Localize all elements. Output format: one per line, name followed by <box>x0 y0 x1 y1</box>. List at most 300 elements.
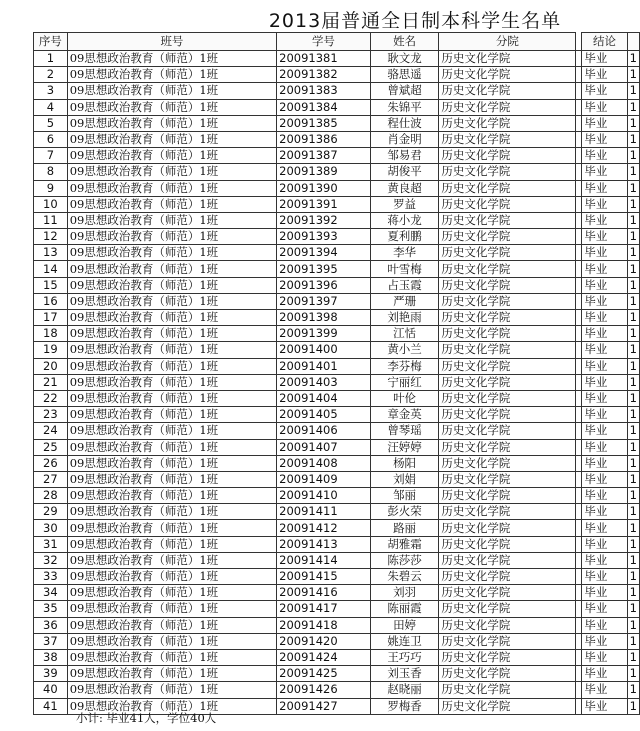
student-name-cell: 江恬 <box>370 326 439 342</box>
seq-cell: 10 <box>34 196 68 212</box>
extra-cell: 1 <box>627 666 639 682</box>
seq-cell: 22 <box>34 390 68 406</box>
seq-cell: 28 <box>34 488 68 504</box>
student-id-cell: 20091411 <box>277 504 371 520</box>
dept-cell: 历史文化学院 <box>439 682 576 698</box>
result-cell: 毕业 <box>582 261 627 277</box>
student-id-cell: 20091414 <box>277 552 371 568</box>
extra-cell: 1 <box>627 229 639 245</box>
seq-cell: 12 <box>34 229 68 245</box>
student-name-cell: 姚连卫 <box>370 633 439 649</box>
result-cell: 毕业 <box>582 666 627 682</box>
dept-cell: 历史文化学院 <box>439 277 576 293</box>
dept-cell: 历史文化学院 <box>439 51 576 67</box>
result-cell: 毕业 <box>582 471 627 487</box>
student-id-cell: 20091424 <box>277 649 371 665</box>
extra-cell: 1 <box>627 601 639 617</box>
class-cell: 09思想政治教育（师范）1班 <box>67 504 276 520</box>
student-id-cell: 20091405 <box>277 407 371 423</box>
dept-cell: 历史文化学院 <box>439 585 576 601</box>
student-name-cell: 陈丽霞 <box>370 601 439 617</box>
dept-cell: 历史文化学院 <box>439 552 576 568</box>
student-name-cell: 宁丽红 <box>370 374 439 390</box>
dept-cell: 历史文化学院 <box>439 374 576 390</box>
class-cell: 09思想政治教育（师范）1班 <box>67 698 276 714</box>
class-cell: 09思想政治教育（师范）1班 <box>67 617 276 633</box>
result-cell: 毕业 <box>582 407 627 423</box>
student-name-cell: 李芬梅 <box>370 358 439 374</box>
seq-cell: 35 <box>34 601 68 617</box>
student-name-cell: 路丽 <box>370 520 439 536</box>
result-cell: 毕业 <box>582 439 627 455</box>
table-row <box>34 342 640 358</box>
student-id-cell: 20091412 <box>277 520 371 536</box>
seq-cell: 6 <box>34 131 68 147</box>
result-cell: 毕业 <box>582 164 627 180</box>
extra-cell: 1 <box>627 326 639 342</box>
class-cell: 09思想政治教育（师范）1班 <box>67 455 276 471</box>
seq-cell: 33 <box>34 569 68 585</box>
student-id-cell: 20091394 <box>277 245 371 261</box>
extra-cell: 1 <box>627 471 639 487</box>
class-cell: 09思想政治教育（师范）1班 <box>67 51 276 67</box>
result-cell: 毕业 <box>582 617 627 633</box>
extra-cell: 1 <box>627 358 639 374</box>
extra-cell: 1 <box>627 51 639 67</box>
extra-cell: 1 <box>627 180 639 196</box>
result-cell: 毕业 <box>582 326 627 342</box>
result-cell: 毕业 <box>582 569 627 585</box>
student-id-cell: 20091406 <box>277 423 371 439</box>
extra-cell: 1 <box>627 196 639 212</box>
student-id-cell: 20091386 <box>277 131 371 147</box>
seq-cell: 16 <box>34 293 68 309</box>
student-name-cell: 蒋小龙 <box>370 212 439 228</box>
table-row <box>34 358 640 374</box>
table-row <box>34 617 640 633</box>
student-name-cell: 黄小兰 <box>370 342 439 358</box>
class-cell: 09思想政治教育（师范）1班 <box>67 99 276 115</box>
table-row <box>34 326 640 342</box>
dept-cell: 历史文化学院 <box>439 99 576 115</box>
table-row <box>34 229 640 245</box>
table-row <box>34 520 640 536</box>
header-name: 姓名 <box>370 33 439 51</box>
document-title: 2013届普通全日制本科学生名单 <box>268 10 562 32</box>
student-name-cell: 程仕波 <box>370 115 439 131</box>
seq-cell: 20 <box>34 358 68 374</box>
extra-cell: 1 <box>627 617 639 633</box>
result-cell: 毕业 <box>582 601 627 617</box>
class-cell: 09思想政治教育（师范）1班 <box>67 229 276 245</box>
student-name-cell: 耿文龙 <box>370 51 439 67</box>
dept-cell: 历史文化学院 <box>439 407 576 423</box>
extra-cell: 1 <box>627 310 639 326</box>
extra-cell: 1 <box>627 455 639 471</box>
result-cell: 毕业 <box>582 342 627 358</box>
dept-cell: 历史文化学院 <box>439 698 576 714</box>
student-name-cell: 刘娟 <box>370 471 439 487</box>
dept-cell: 历史文化学院 <box>439 649 576 665</box>
seq-cell: 37 <box>34 633 68 649</box>
seq-cell: 4 <box>34 99 68 115</box>
extra-cell: 1 <box>627 649 639 665</box>
seq-cell: 8 <box>34 164 68 180</box>
seq-cell: 31 <box>34 536 68 552</box>
dept-cell: 历史文化学院 <box>439 245 576 261</box>
student-id-cell: 20091416 <box>277 585 371 601</box>
student-id-cell: 20091398 <box>277 310 371 326</box>
extra-cell: 1 <box>627 115 639 131</box>
class-cell: 09思想政治教育（师范）1班 <box>67 601 276 617</box>
result-cell: 毕业 <box>582 455 627 471</box>
result-cell: 毕业 <box>582 520 627 536</box>
result-cell: 毕业 <box>582 131 627 147</box>
table-body <box>34 51 640 715</box>
student-name-cell: 朱碧云 <box>370 569 439 585</box>
student-id-cell: 20091396 <box>277 277 371 293</box>
table-row <box>34 51 640 67</box>
table-row <box>34 67 640 83</box>
student-id-cell: 20091399 <box>277 326 371 342</box>
class-cell: 09思想政治教育（师范）1班 <box>67 569 276 585</box>
student-name-cell: 刘羽 <box>370 585 439 601</box>
student-name-cell: 叶伦 <box>370 390 439 406</box>
dept-cell: 历史文化学院 <box>439 633 576 649</box>
table-row <box>34 649 640 665</box>
dept-cell: 历史文化学院 <box>439 148 576 164</box>
student-id-cell: 20091390 <box>277 180 371 196</box>
table-header-row <box>34 33 640 51</box>
seq-cell: 38 <box>34 649 68 665</box>
table-row <box>34 180 640 196</box>
student-id-cell: 20091391 <box>277 196 371 212</box>
class-cell: 09思想政治教育（师范）1班 <box>67 212 276 228</box>
student-id-cell: 20091407 <box>277 439 371 455</box>
student-name-cell: 罗梅香 <box>370 698 439 714</box>
student-id-cell: 20091426 <box>277 682 371 698</box>
student-id-cell: 20091418 <box>277 617 371 633</box>
student-name-cell: 田婷 <box>370 617 439 633</box>
class-cell: 09思想政治教育（师范）1班 <box>67 552 276 568</box>
seq-cell: 15 <box>34 277 68 293</box>
table-row <box>34 390 640 406</box>
table-row <box>34 131 640 147</box>
table-row <box>34 407 640 423</box>
extra-cell: 1 <box>627 536 639 552</box>
seq-cell: 40 <box>34 682 68 698</box>
student-id-cell: 20091427 <box>277 698 371 714</box>
result-cell: 毕业 <box>582 552 627 568</box>
dept-cell: 历史文化学院 <box>439 520 576 536</box>
result-cell: 毕业 <box>582 633 627 649</box>
student-id-cell: 20091397 <box>277 293 371 309</box>
seq-cell: 14 <box>34 261 68 277</box>
student-id-cell: 20091420 <box>277 633 371 649</box>
result-cell: 毕业 <box>582 390 627 406</box>
table-row <box>34 261 640 277</box>
student-name-cell: 夏利鹏 <box>370 229 439 245</box>
dept-cell: 历史文化学院 <box>439 326 576 342</box>
table-row <box>34 666 640 682</box>
seq-cell: 17 <box>34 310 68 326</box>
student-id-cell: 20091389 <box>277 164 371 180</box>
result-cell: 毕业 <box>582 148 627 164</box>
dept-cell: 历史文化学院 <box>439 488 576 504</box>
table-row <box>34 245 640 261</box>
seq-cell: 29 <box>34 504 68 520</box>
class-cell: 09思想政治教育（师范）1班 <box>67 666 276 682</box>
class-cell: 09思想政治教育（师范）1班 <box>67 536 276 552</box>
extra-cell: 1 <box>627 633 639 649</box>
dept-cell: 历史文化学院 <box>439 504 576 520</box>
seq-cell: 5 <box>34 115 68 131</box>
header-seq: 序号 <box>34 33 68 51</box>
student-name-cell: 杨阳 <box>370 455 439 471</box>
table-row <box>34 374 640 390</box>
seq-cell: 41 <box>34 698 68 714</box>
header-result: 结论 <box>582 33 627 51</box>
result-cell: 毕业 <box>582 585 627 601</box>
dept-cell: 历史文化学院 <box>439 358 576 374</box>
class-cell: 09思想政治教育（师范）1班 <box>67 83 276 99</box>
table-row <box>34 633 640 649</box>
class-cell: 09思想政治教育（师范）1班 <box>67 585 276 601</box>
table-row <box>34 83 640 99</box>
dept-cell: 历史文化学院 <box>439 131 576 147</box>
result-cell: 毕业 <box>582 310 627 326</box>
result-cell: 毕业 <box>582 536 627 552</box>
student-name-cell: 肖金明 <box>370 131 439 147</box>
extra-cell: 1 <box>627 245 639 261</box>
seq-cell: 19 <box>34 342 68 358</box>
class-cell: 09思想政治教育（师范）1班 <box>67 520 276 536</box>
seq-cell: 18 <box>34 326 68 342</box>
result-cell: 毕业 <box>582 649 627 665</box>
student-name-cell: 彭火荣 <box>370 504 439 520</box>
table-row <box>34 488 640 504</box>
student-name-cell: 章金英 <box>370 407 439 423</box>
extra-cell: 1 <box>627 698 639 714</box>
dept-cell: 历史文化学院 <box>439 569 576 585</box>
student-id-cell: 20091382 <box>277 67 371 83</box>
extra-cell: 1 <box>627 164 639 180</box>
seq-cell: 1 <box>34 51 68 67</box>
student-name-cell: 邹丽 <box>370 488 439 504</box>
result-cell: 毕业 <box>582 682 627 698</box>
result-cell: 毕业 <box>582 180 627 196</box>
table-row <box>34 536 640 552</box>
extra-cell: 1 <box>627 569 639 585</box>
student-id-cell: 20091413 <box>277 536 371 552</box>
table-row <box>34 471 640 487</box>
class-cell: 09思想政治教育（师范）1班 <box>67 293 276 309</box>
table-row <box>34 310 640 326</box>
dept-cell: 历史文化学院 <box>439 229 576 245</box>
table-row <box>34 293 640 309</box>
extra-cell: 1 <box>627 212 639 228</box>
result-cell: 毕业 <box>582 293 627 309</box>
dept-cell: 历史文化学院 <box>439 439 576 455</box>
student-name-cell: 刘艳雨 <box>370 310 439 326</box>
class-cell: 09思想政治教育（师范）1班 <box>67 277 276 293</box>
extra-cell: 1 <box>627 374 639 390</box>
dept-cell: 历史文化学院 <box>439 83 576 99</box>
class-cell: 09思想政治教育（师范）1班 <box>67 633 276 649</box>
table-row <box>34 585 640 601</box>
student-id-cell: 20091381 <box>277 51 371 67</box>
result-cell: 毕业 <box>582 212 627 228</box>
student-id-cell: 20091393 <box>277 229 371 245</box>
dept-cell: 历史文化学院 <box>439 342 576 358</box>
extra-cell: 1 <box>627 131 639 147</box>
class-cell: 09思想政治教育（师范）1班 <box>67 390 276 406</box>
dept-cell: 历史文化学院 <box>439 617 576 633</box>
dept-cell: 历史文化学院 <box>439 310 576 326</box>
student-name-cell: 占玉霞 <box>370 277 439 293</box>
result-cell: 毕业 <box>582 504 627 520</box>
extra-cell: 1 <box>627 552 639 568</box>
student-name-cell: 陈莎莎 <box>370 552 439 568</box>
student-name-cell: 胡俊平 <box>370 164 439 180</box>
class-cell: 09思想政治教育（师范）1班 <box>67 471 276 487</box>
table-row <box>34 601 640 617</box>
student-name-cell: 严珊 <box>370 293 439 309</box>
subtotal-note: 小计: 毕业41人，学位40人 <box>76 711 217 725</box>
dept-cell: 历史文化学院 <box>439 115 576 131</box>
result-cell: 毕业 <box>582 51 627 67</box>
extra-cell: 1 <box>627 439 639 455</box>
seq-cell: 27 <box>34 471 68 487</box>
class-cell: 09思想政治教育（师范）1班 <box>67 67 276 83</box>
dept-cell: 历史文化学院 <box>439 390 576 406</box>
class-cell: 09思想政治教育（师范）1班 <box>67 164 276 180</box>
student-id-cell: 20091387 <box>277 148 371 164</box>
result-cell: 毕业 <box>582 115 627 131</box>
student-name-cell: 罗益 <box>370 196 439 212</box>
student-id-cell: 20091417 <box>277 601 371 617</box>
extra-cell: 1 <box>627 261 639 277</box>
class-cell: 09思想政治教育（师范）1班 <box>67 115 276 131</box>
dept-cell: 历史文化学院 <box>439 180 576 196</box>
student-name-cell: 赵晓丽 <box>370 682 439 698</box>
result-cell: 毕业 <box>582 277 627 293</box>
extra-cell: 1 <box>627 342 639 358</box>
dept-cell: 历史文化学院 <box>439 67 576 83</box>
dept-cell: 历史文化学院 <box>439 455 576 471</box>
class-cell: 09思想政治教育（师范）1班 <box>67 423 276 439</box>
dept-cell: 历史文化学院 <box>439 196 576 212</box>
extra-cell: 1 <box>627 277 639 293</box>
student-id-cell: 20091395 <box>277 261 371 277</box>
extra-cell: 1 <box>627 504 639 520</box>
seq-cell: 36 <box>34 617 68 633</box>
dept-cell: 历史文化学院 <box>439 666 576 682</box>
class-cell: 09思想政治教育（师范）1班 <box>67 358 276 374</box>
student-name-cell: 曾琴瑶 <box>370 423 439 439</box>
seq-cell: 32 <box>34 552 68 568</box>
seq-cell: 39 <box>34 666 68 682</box>
class-cell: 09思想政治教育（师范）1班 <box>67 261 276 277</box>
extra-cell: 1 <box>627 585 639 601</box>
header-extra <box>627 33 639 51</box>
student-id-cell: 20091384 <box>277 99 371 115</box>
dept-cell: 历史文化学院 <box>439 471 576 487</box>
result-cell: 毕业 <box>582 196 627 212</box>
result-cell: 毕业 <box>582 698 627 714</box>
dept-cell: 历史文化学院 <box>439 212 576 228</box>
table-row <box>34 148 640 164</box>
seq-cell: 7 <box>34 148 68 164</box>
student-id-cell: 20091392 <box>277 212 371 228</box>
seq-cell: 13 <box>34 245 68 261</box>
dept-cell: 历史文化学院 <box>439 261 576 277</box>
seq-cell: 25 <box>34 439 68 455</box>
student-id-cell: 20091385 <box>277 115 371 131</box>
student-id-cell: 20091404 <box>277 390 371 406</box>
class-cell: 09思想政治教育（师范）1班 <box>67 245 276 261</box>
dept-cell: 历史文化学院 <box>439 536 576 552</box>
class-cell: 09思想政治教育（师范）1班 <box>67 439 276 455</box>
student-name-cell: 李华 <box>370 245 439 261</box>
extra-cell: 1 <box>627 83 639 99</box>
class-cell: 09思想政治教育（师范）1班 <box>67 374 276 390</box>
student-name-cell: 曾斌超 <box>370 83 439 99</box>
result-cell: 毕业 <box>582 229 627 245</box>
class-cell: 09思想政治教育（师范）1班 <box>67 148 276 164</box>
result-cell: 毕业 <box>582 67 627 83</box>
extra-cell: 1 <box>627 99 639 115</box>
table-row <box>34 455 640 471</box>
table-row <box>34 99 640 115</box>
student-id-cell: 20091425 <box>277 666 371 682</box>
student-id-cell: 20091415 <box>277 569 371 585</box>
class-cell: 09思想政治教育（师范）1班 <box>67 180 276 196</box>
dept-cell: 历史文化学院 <box>439 164 576 180</box>
table-row <box>34 682 640 698</box>
extra-cell: 1 <box>627 148 639 164</box>
table-row <box>34 423 640 439</box>
table-row <box>34 164 640 180</box>
class-cell: 09思想政治教育（师范）1班 <box>67 649 276 665</box>
extra-cell: 1 <box>627 682 639 698</box>
student-id-cell: 20091410 <box>277 488 371 504</box>
table-row <box>34 115 640 131</box>
student-id-cell: 20091383 <box>277 83 371 99</box>
table-row <box>34 569 640 585</box>
student-name-cell: 邹易君 <box>370 148 439 164</box>
table-row <box>34 504 640 520</box>
seq-cell: 26 <box>34 455 68 471</box>
student-name-cell: 叶雪梅 <box>370 261 439 277</box>
result-cell: 毕业 <box>582 245 627 261</box>
class-cell: 09思想政治教育（师范）1班 <box>67 682 276 698</box>
extra-cell: 1 <box>627 407 639 423</box>
student-name-cell: 朱锦平 <box>370 99 439 115</box>
student-id-cell: 20091400 <box>277 342 371 358</box>
class-cell: 09思想政治教育（师范）1班 <box>67 326 276 342</box>
seq-cell: 34 <box>34 585 68 601</box>
extra-cell: 1 <box>627 67 639 83</box>
seq-cell: 23 <box>34 407 68 423</box>
student-name-cell: 王巧巧 <box>370 649 439 665</box>
seq-cell: 9 <box>34 180 68 196</box>
student-id-cell: 20091401 <box>277 358 371 374</box>
student-roster-table <box>33 32 640 715</box>
seq-cell: 30 <box>34 520 68 536</box>
result-cell: 毕业 <box>582 423 627 439</box>
student-id-cell: 20091409 <box>277 471 371 487</box>
